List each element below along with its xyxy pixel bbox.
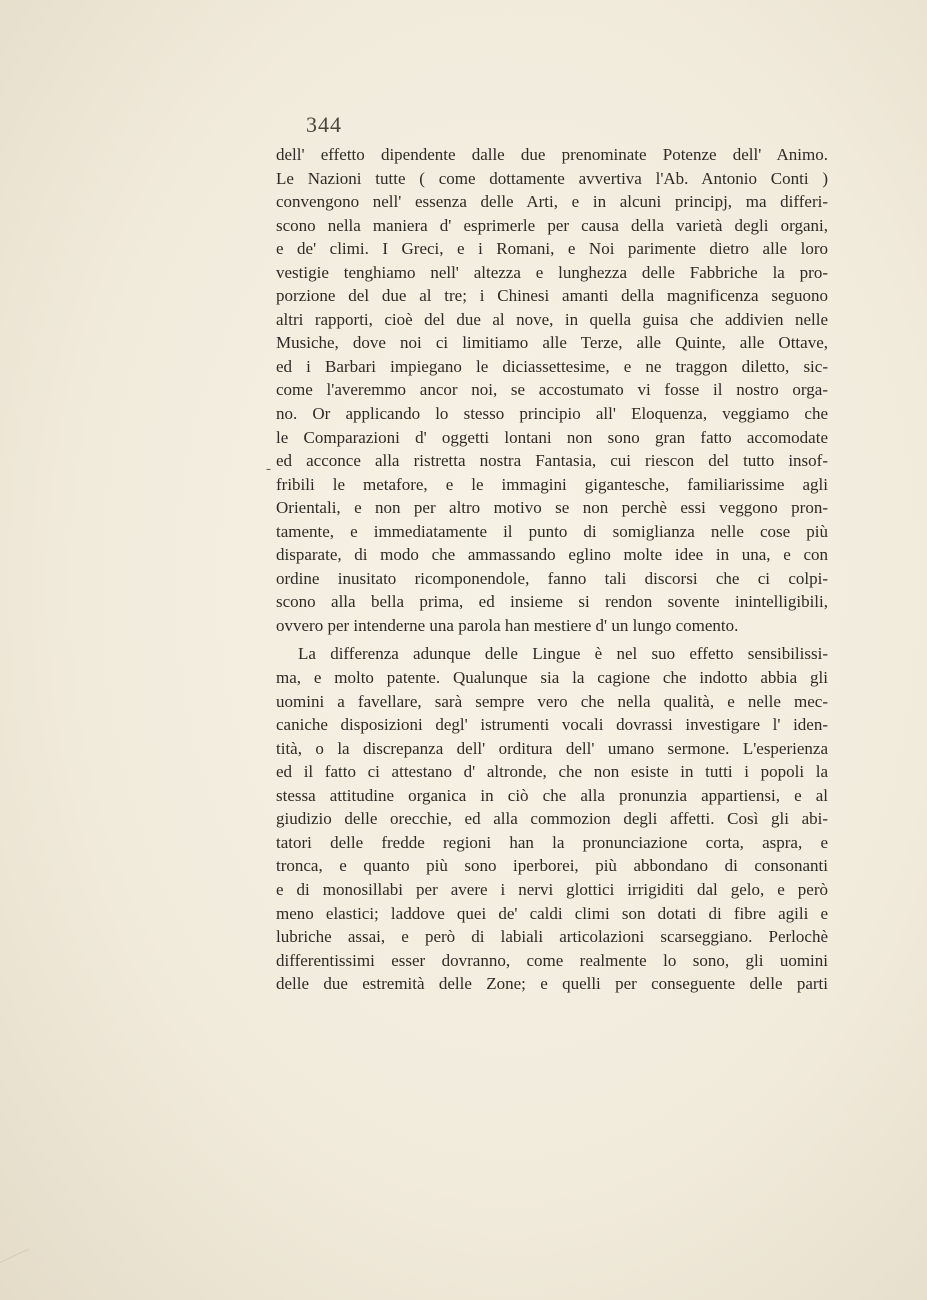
- margin-mark: -: [266, 461, 271, 477]
- text-line: tronca, e quanto più sono iperborei, più abbondano di consonanti: [276, 856, 828, 876]
- text-line: differentissimi esser dovranno, come realmente lo sono, gli uomini: [276, 950, 828, 970]
- text-line: ed il fatto ci attestano d' altronde, che non esiste in tutti i popoli la: [276, 762, 828, 782]
- text-line: tatori delle fredde regioni han la pronunciazione corta, aspra, e: [276, 832, 828, 852]
- text-line: scono nella maniera d' esprimerle per causa della varietà degli organi,: [276, 215, 828, 235]
- text-line: ordine inusitato ricomponendole, fanno tali discorsi che ci colpi-: [276, 568, 828, 588]
- text-line: le Comparazioni d' oggetti lontani non sono gran fatto accomodate: [276, 427, 828, 447]
- text-line: e de' climi. I Greci, e i Romani, e Noi parimente dietro alle loro: [276, 239, 828, 259]
- text-line: lubriche assai, e però di labiali articolazioni scarseggiano. Perlochè: [276, 927, 828, 947]
- text-line: delle due estremità delle Zone; e quelli per conseguente delle parti: [276, 974, 828, 994]
- text-line: tamente, e immediatamente il punto di somiglianza nelle cose più: [276, 521, 828, 541]
- text-line: ed acconce alla ristretta nostra Fantasia, cui riescon del tutto insof-: [276, 451, 828, 471]
- text-line: fribili le metafore, e le immagini gigantesche, familiarissime agli: [276, 474, 828, 494]
- text-line: ed i Barbari impiegano le diciassettesime, e ne traggon diletto, sic-: [276, 356, 828, 376]
- text-line: Musiche, dove noi ci limitiamo alle Terze, alle Quinte, alle Ottave,: [276, 333, 828, 353]
- page-number: 344: [306, 112, 342, 137]
- text-line: tità, o la discrepanza dell' orditura dell' umano sermone. L'esperienza: [276, 738, 828, 758]
- text-line: meno elastici; laddove quei de' caldi climi son dotati di fibre agili e: [276, 903, 828, 923]
- text-line: scono alla bella prima, ed insieme si rendon sovente inintelligibili,: [276, 592, 828, 612]
- text-line: e di monosillabi per avere i nervi glottici irrigiditi dal gelo, e però: [276, 879, 828, 899]
- text-line: stessa attitudine organica in ciò che alla pronunzia appartiensi, e al: [276, 785, 828, 805]
- text-line: come l'averemmo ancor noi, se accostumato vi fosse il nostro orga-: [276, 380, 828, 400]
- text-line: porzione del due al tre; i Chinesi amanti della magnificenza seguono: [276, 286, 828, 306]
- body-text: [276, 143, 828, 996]
- text-line: dell' effetto dipendente dalle due prenominate Potenze dell' Animo.: [276, 145, 828, 164]
- text-line: giudizio delle orecchie, ed alla commozion degli affetti. Così gli abi-: [276, 809, 828, 829]
- text-line: no. Or applicando lo stesso principio all' Eloquenza, veggiamo che: [276, 404, 828, 424]
- text-line: ma, e molto patente. Qualunque sia la cagione che indotto abbia gli: [276, 668, 828, 688]
- text-line: vestigie tenghiamo nell' altezza e lunghezza delle Fabbriche la pro-: [276, 262, 828, 282]
- text-line: convengono nell' essenza delle Arti, e in alcuni principj, ma differi-: [276, 192, 828, 212]
- text-line: ovvero per intenderne una parola han mestiere d' un lungo comento.: [276, 615, 739, 635]
- text-line: uomini a favellare, sarà sempre vero che nella qualità, e nelle mec-: [276, 691, 828, 711]
- text-line: caniche disposizioni degl' istrumenti vocali dovrassi investigare l' iden-: [276, 715, 828, 735]
- paper-crease: [0, 1249, 48, 1300]
- text-line: disparate, di modo che ammassando eglino molte idee in una, e con: [276, 545, 828, 565]
- text-line: Orientali, e non per altro motivo se non perchè essi veggono pron-: [276, 498, 828, 518]
- text-line: altri rapporti, cioè del due al nove, in quella guisa che addivien nelle: [276, 309, 828, 329]
- paragraph-start-line: La differenza adunque delle Lingue è nel suo effetto sensibilissi-: [298, 644, 828, 664]
- text-line: Le Nazioni tutte ( come dottamente avvertiva l'Ab. Antonio Conti ): [276, 168, 828, 188]
